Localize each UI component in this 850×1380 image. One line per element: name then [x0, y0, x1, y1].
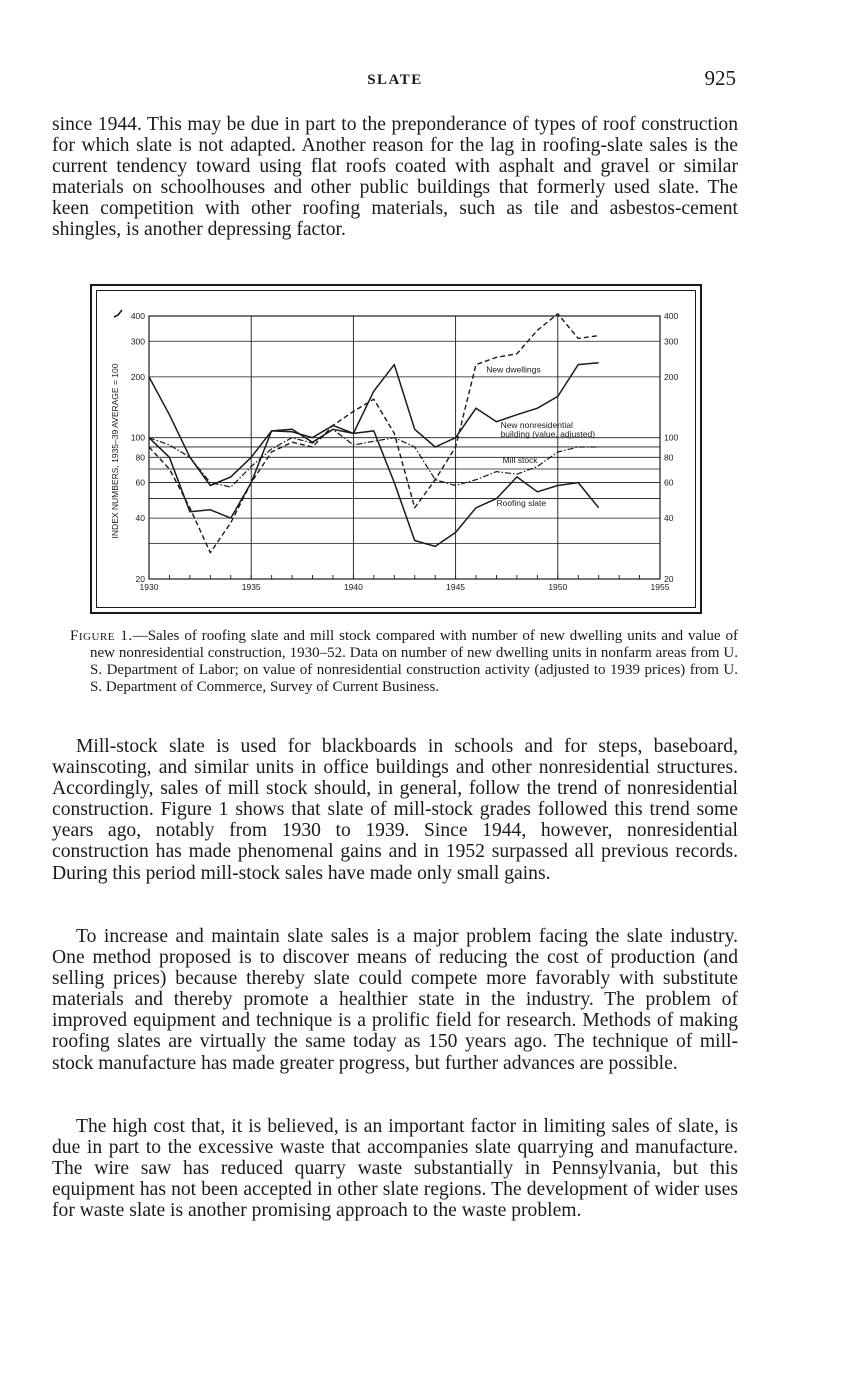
y-tick-label-right: 40: [664, 513, 674, 524]
y-tick-label-right: 200: [664, 371, 679, 382]
y-tick-label-right: 20: [664, 574, 674, 584]
y-tick-label-right: 60: [664, 477, 674, 488]
y-tick-label-left: 100: [130, 432, 145, 443]
chart-labels: [131, 311, 679, 592]
series-label: building (value, adjusted): [500, 428, 596, 439]
page-header: [52, 66, 738, 96]
figure-caption: [70, 628, 738, 696]
page-number: 925: [704, 66, 736, 90]
series-line-roofing-slate: [149, 425, 599, 546]
line-chart: [92, 286, 700, 612]
paragraph: since 1944. This may be due in part to the preponderance of types of roof construction for which slate is not adapted. Another reason for the lag in roofing-slate sales is the current tendency toward using flat roofs coated with asphalt and gravel or similar materials on schoolhouses and other public buildings that formerly used slate. The keen competition with other roofing materials, such as tile and asbestos-cement shingles, is another depressing factor.: [52, 114, 738, 241]
paragraph: Mill-stock slate is used for blackboards in schools and for steps, baseboard, wainscoting, and similar units in office buildings and other nonresidential structures. Accordingly, sales of mill stock should, in general, follow the trend of nonresidential construction. Figure 1 shows that slate of mill-stock grades followed this trend some years ago, notably from 1930 to 1939. Since 1944, however, nonresidential construction has made phenomenal gains and in 1952 surpassed all previous records. During this period mill-stock sales have made only small gains.: [52, 736, 738, 884]
y-axis-title: [110, 363, 120, 538]
caption-label: Figure 1.: [70, 628, 133, 644]
series-label: Roofing slate: [496, 497, 547, 508]
y-tick-label-left: 80: [135, 452, 145, 463]
series-label: Mill stock: [502, 454, 538, 465]
paragraph: The high cost that, it is believed, is an important factor in limiting sales of slate, is due in part to the excessive waste that accompanies slate quarrying and manufacture. The wire saw has reduced quarry waste substantially in Pennsylvania, but this equipment has not been accepted in other slate regions. The development of wider uses for waste slate is another promising approach to the waste problem.: [52, 1116, 738, 1222]
y-tick-label-right: 400: [664, 311, 679, 321]
y-axis-label: INDEX NUMBERS, 1935–39 AVERAGE = 100: [110, 363, 120, 539]
checkmark-icon: [114, 310, 122, 317]
x-tick-label: 1930: [139, 582, 159, 592]
y-tick-label-left: 60: [135, 477, 145, 488]
x-tick-label: 1950: [548, 582, 568, 592]
running-title: SLATE: [367, 72, 423, 88]
y-tick-label-left: 200: [130, 371, 145, 382]
y-tick-label-left: 40: [135, 513, 145, 524]
y-tick-label-right: 300: [664, 336, 679, 347]
series-label: New nonresidential: [500, 419, 573, 430]
caption-text: —Sales of roofing slate and mill stock compared with number of new dwelling units and value of new nonresidential construction, 1930–52. Data on number of new dwelling units in nonfarm areas from U. S. Department of Labor; on value of nonresidential construction activity (adjusted to 1939 prices) from U. S. Department of Commerce, Survey of Current Business.: [90, 628, 739, 695]
y-tick-label-left: 20: [135, 574, 145, 584]
paragraph: To increase and maintain slate sales is a major problem facing the slate industry. One method proposed is to discover means of reducing the cost of production (and selling prices) because thereby slate could compete more favorably with substitute materials and thereby promote a healthier state in the industry. The problem of improved equipment and technique is a prolific field for research. Methods of making roofing slates are virtually the same today as 150 years ago. The technique of mill-stock manufacture has made greater progress, but further advances are possible.: [52, 926, 738, 1074]
y-tick-label-left: 400: [130, 311, 145, 321]
series-label: New dwellings: [486, 364, 541, 375]
x-tick-label: 1940: [343, 582, 363, 592]
x-tick-label: 1955: [650, 582, 670, 592]
figure-1: [90, 284, 702, 614]
y-tick-label-right: 100: [664, 432, 679, 443]
y-tick-label-right: 80: [664, 452, 674, 463]
x-tick-label: 1945: [446, 582, 466, 592]
y-tick-label-left: 300: [130, 336, 145, 347]
x-tick-label: 1935: [241, 582, 261, 592]
